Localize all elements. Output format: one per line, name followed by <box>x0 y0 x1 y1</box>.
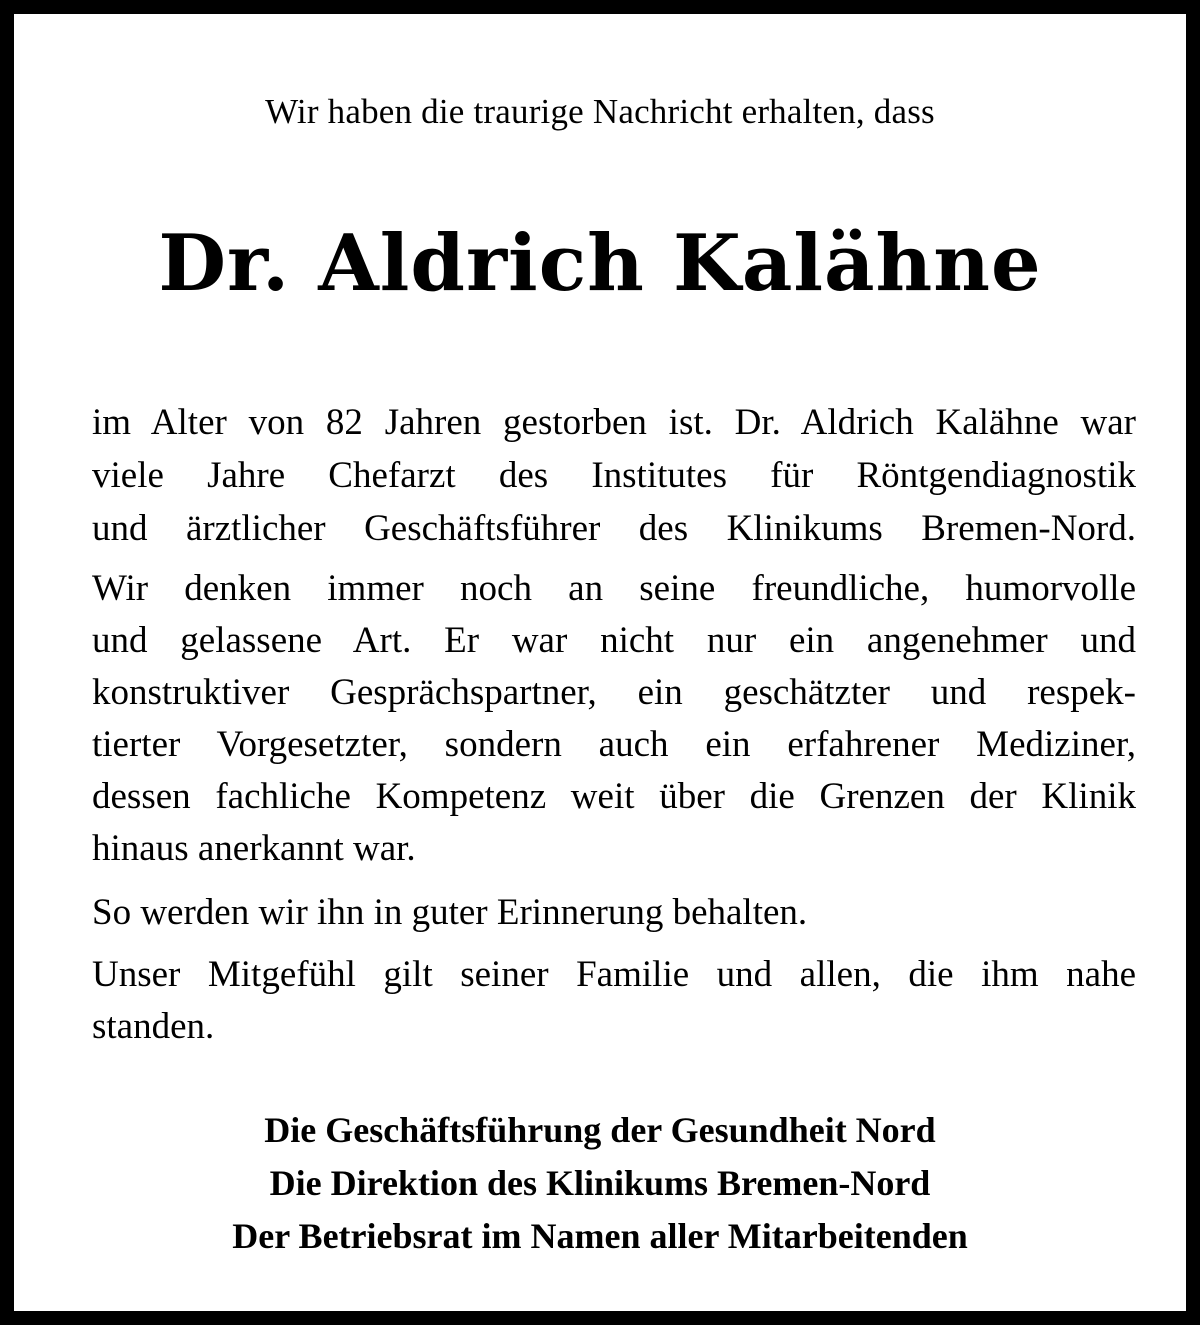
body-line: So werden wir ihn in guter Erinnerung behalten. <box>92 892 808 933</box>
signatories-block <box>14 1104 1186 1263</box>
body-line: Unser Mitgefühl gilt seiner Familie und allen, die ihm nahe <box>92 954 1136 995</box>
body-line: viele Jahre Chefarzt des Institutes für Röntgendiagnostik <box>92 455 1136 496</box>
signatory-directorate: Die Direktion des Klinikums Bremen-Nord <box>269 1163 931 1203</box>
body-line: Wir denken immer noch an seine freundliche, humorvolle <box>92 568 1136 609</box>
body-line: und ärztlicher Geschäftsführer des Klinikums Bremen-Nord. <box>92 508 1136 549</box>
body-line: tierter Vorgesetzter, sondern auch ein erfahrener Mediziner, <box>92 724 1136 765</box>
body-line: hinaus anerkannt war. <box>92 828 416 869</box>
body-line: konstruktiver Gesprächspartner, ein geschätzter und respek- <box>92 672 1136 713</box>
signatory-works-council: Der Betriebsrat im Namen aller Mitarbeitenden <box>232 1216 968 1256</box>
deceased-name: Dr. Aldrich Kalähne <box>158 218 1042 309</box>
body-line: im Alter von 82 Jahren gestorben ist. Dr. Aldrich Kalähne war <box>92 402 1136 443</box>
body-line: und gelassene Art. Er war nicht nur ein angenehmer und <box>92 620 1136 661</box>
signatory-management: Die Geschäftsführung der Gesundheit Nord <box>264 1110 936 1150</box>
body-line: standen. <box>92 1006 215 1047</box>
intro-line: Wir haben die traurige Nachricht erhalten, dass <box>265 92 935 131</box>
body-line: dessen fachliche Kompetenz weit über die Grenzen der Klinik <box>92 776 1136 817</box>
